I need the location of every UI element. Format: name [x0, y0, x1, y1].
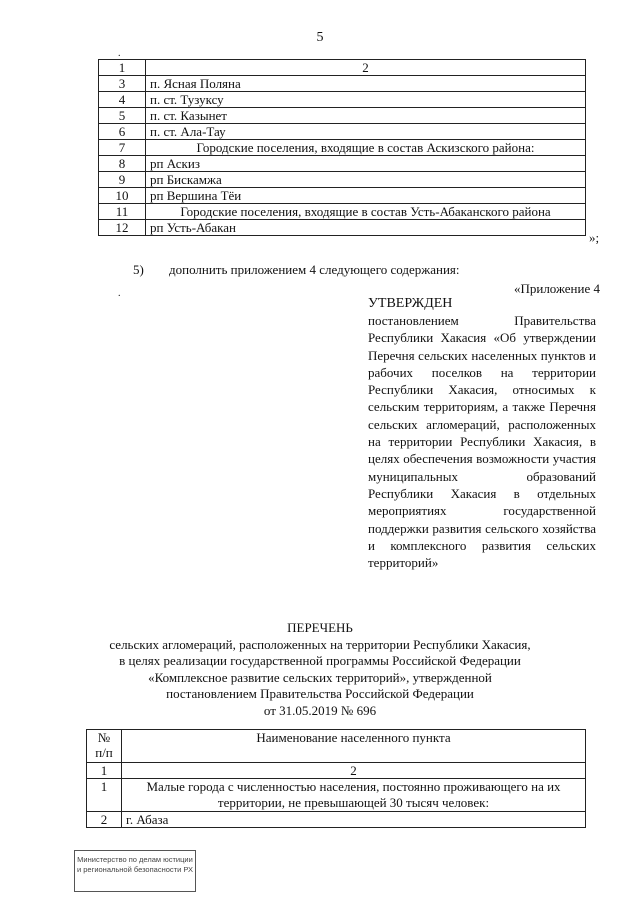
table-row	[99, 124, 586, 140]
table-row	[99, 156, 586, 172]
table-closing-quote: »;	[589, 230, 600, 245]
title-line: постановлением Правительства Российской Федерации	[166, 686, 474, 701]
table-cell-name: п. ст. Казынет	[146, 108, 586, 124]
appendix-label: «Приложение 4	[513, 281, 600, 296]
table-row	[99, 76, 586, 92]
table-cell-num: 1	[87, 763, 122, 779]
settlements-table-continued	[98, 59, 586, 236]
table-cell-name: рп Бискамжа	[146, 172, 586, 188]
table-row	[99, 220, 586, 236]
table-cell-num: 6	[99, 124, 146, 140]
table-cell-num: 10	[99, 188, 146, 204]
table-cell-name: рп Аскиз	[146, 156, 586, 172]
table-index-row	[87, 763, 586, 779]
approval-text: постановлением Правительства Республики Хакасия «Об утверждении Перечня сельских населенных пунктов и рабочих поселков на территории Республики Хакасия, относимых к сельским территориям, а также Перечня сельских агломераций, расположенных на территории Республики Хакасия, в целях обеспечения возможности участия муниципальных образований Республики Хакасия в отдельных мероприятиях государственной поддержки развития сельского хозяйства и комплексного развития сельских территорий»	[368, 313, 596, 571]
table-cell-name: Городские поселения, входящие в состав Аскизского района:	[146, 140, 586, 156]
table-cell-num: 12	[99, 220, 146, 236]
table-header-num: № п/п	[87, 730, 122, 763]
scan-dot: .	[118, 48, 121, 59]
agglomerations-table	[86, 729, 586, 828]
table-cell-name: Малые города с численностью населения, постоянно проживающего на их территории, не превышающей 30 тысяч человек:	[122, 779, 586, 812]
table-row	[99, 92, 586, 108]
table-cell-num: 1	[87, 779, 122, 812]
table-cell-num: 4	[99, 92, 146, 108]
table-cell-num: 2	[87, 812, 122, 828]
amendment-item-text: дополнить приложением 4 следующего содержания:	[169, 262, 460, 277]
table-cell-name: Городские поселения, входящие в состав Усть-Абаканского района	[146, 204, 586, 220]
table-header-row	[87, 730, 586, 763]
table-row	[87, 812, 586, 828]
table-cell-name: г. Абаза	[122, 812, 586, 828]
table-cell-name: 2	[146, 60, 586, 76]
table-cell-name: рп Вершина Тёи	[146, 188, 586, 204]
amendment-item-number: 5)	[133, 262, 144, 277]
table-header-name: Наименование населенного пункта	[122, 730, 586, 763]
table-cell-num: 3	[99, 76, 146, 92]
table-cell-num: 9	[99, 172, 146, 188]
document-title-block	[90, 620, 550, 719]
table-cell-num: 11	[99, 204, 146, 220]
table-row	[99, 140, 586, 156]
table-cell-num: 5	[99, 108, 146, 124]
title-line: в целях реализации государственной программы Российской Федерации	[119, 653, 521, 668]
registration-stamp: Министерство по делам юстиции и региональной безопасности РХ	[74, 850, 196, 892]
title-line: «Комплексное развитие сельских территорий», утвержденной	[148, 669, 492, 685]
table-cell-num: 8	[99, 156, 146, 172]
table-row	[99, 188, 586, 204]
approved-heading: УТВЕРЖДЕН	[368, 296, 453, 311]
table-cell-name: 2	[122, 763, 586, 779]
table-cell-num: 7	[99, 140, 146, 156]
table-row	[99, 108, 586, 124]
table-row	[99, 172, 586, 188]
scan-dot: .	[118, 288, 121, 299]
title-line: от 31.05.2019 № 696	[263, 702, 377, 718]
page-number: 5	[316, 30, 324, 45]
title-line: сельских агломераций, расположенных на территории Республики Хакасия,	[109, 636, 531, 652]
table-row	[87, 779, 586, 812]
table-cell-name: п. ст. Ала-Тау	[146, 124, 586, 140]
table-row	[99, 204, 586, 220]
table-header-row	[99, 60, 586, 76]
table-cell-num: 1	[99, 60, 146, 76]
amendment-item	[133, 262, 460, 278]
table-cell-name: п. ст. Тузуксу	[146, 92, 586, 108]
table-cell-name: рп Усть-Абакан	[146, 220, 586, 236]
document-title: ПЕРЕЧЕНЬ	[287, 620, 353, 635]
table-cell-name: п. Ясная Поляна	[146, 76, 586, 92]
